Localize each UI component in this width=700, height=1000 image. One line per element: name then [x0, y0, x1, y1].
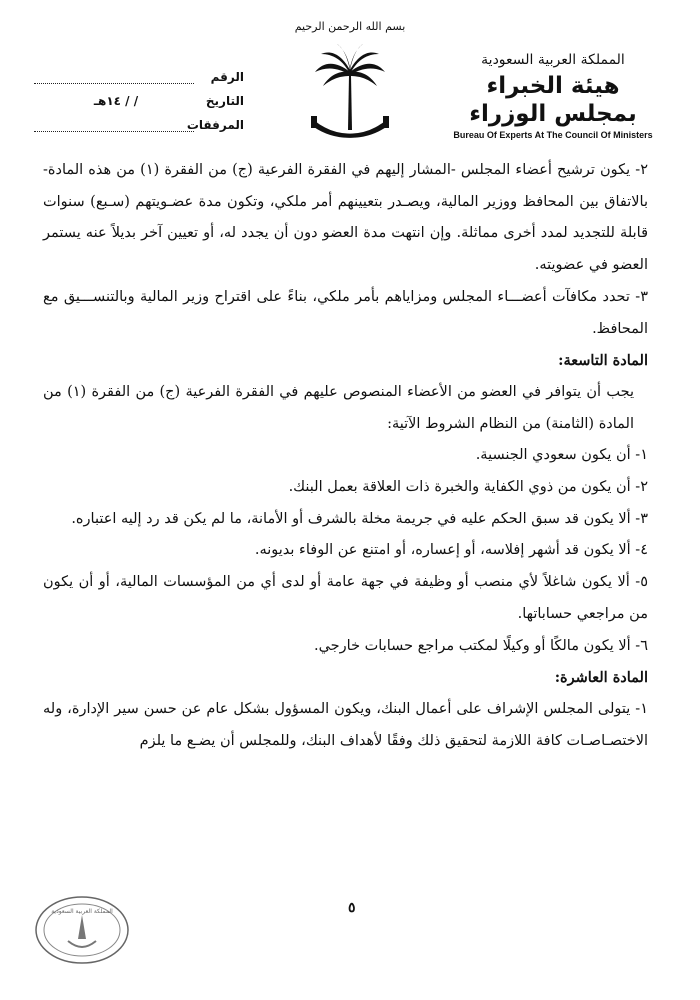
paragraph-member-compensation: ٣- تحدد مكافآت أعضـــاء المجلس ومزاياهم بأمر ملكي، بناءً على اقتراح وزير المالية وبالتنســـيق مع المحافظ.: [43, 288, 648, 337]
date-label: التاريخ: [205, 94, 244, 108]
bureau-name-arabic: هيئة الخبراء بمجلس الوزراء: [469, 73, 637, 127]
document-body: [43, 155, 648, 757]
number-label: الرقم: [210, 70, 244, 84]
document-reference-block: [34, 60, 244, 132]
article-ten-paragraph: ١- يتولى المجلس الإشراف على أعمال البنك، ويكون المسؤول بشكل عام عن حسن سير الإدارة، وله الاختصـاصـات كافة اللازمة لتحقيق ذلك وفقًا لأهداف البنك، وللمجلس أن يضـع ما يلزم: [43, 700, 648, 749]
article-ten-heading: المادة العاشرة:: [554, 669, 648, 687]
letterhead-issuer: [448, 52, 658, 140]
date-row: [34, 84, 244, 108]
attachments-row: [34, 108, 244, 132]
basmala: بسم الله الرحمن الرحيم: [294, 20, 406, 33]
page-number: ٥: [348, 900, 356, 916]
condition-item: ٢- أن يكون من ذوي الكفاية والخبرة ذات العلاقة بعمل البنك.: [288, 479, 648, 496]
condition-item: ١- أن يكون سعودي الجنسية.: [475, 447, 648, 464]
number-row: [34, 60, 244, 84]
attachments-label: المرفقات: [186, 118, 244, 132]
date-value: / / ١٤هـ: [93, 94, 139, 108]
kingdom-name: المملكة العربية السعودية: [481, 52, 625, 68]
article-nine-intro: يجب أن يتوافر في العضو من الأعضاء المنصوص عليهم في الفقرة الفرعية (ج) من الفقرة (١) من المادة (الثامنة) من النظام الشروط الآتية:: [43, 383, 634, 432]
palm-swords-emblem-icon: [305, 20, 395, 145]
number-blank-line: [34, 73, 194, 84]
condition-item: ٦- ألا يكون مالكًا أو وكيلًا لمكتب مراجع حسابات خارجي.: [313, 637, 648, 654]
condition-item: ٤- ألا يكون قد أشهر إفلاسه، أو إعساره، أو امتنع عن الوفاء بديونه.: [254, 542, 648, 559]
bureau-name-english: Bureau Of Experts At The Council Of Ministers: [453, 130, 653, 140]
condition-item: ٣- ألا يكون قد سبق الحكم عليه في جريمة مخلة بالشرف أو الأمانة، ما لم يكن قد رد إليه اعتباره.: [71, 510, 648, 527]
paragraph-member-nomination: ٢- يكون ترشيح أعضاء المجلس -المشار إليهم في الفقرة الفرعية (ج) من الفقرة (١) من هذه المادة- بالاتفاق بين المحافظ ووزير المالية، ويصـدر بتعيينهم أمر ملكي، وتكون مدة عضـويتهم (سـبع) سنوات قابلة للتجديد لمدد أخرى مماثلة. وإن انتهت مدة العضو دون أن يجدد له، أو تعيين آخر بديلاً عنه يستمر العضو في عضويته.: [43, 162, 648, 274]
seal-text: المملكة العربية السعودية: [51, 908, 113, 915]
attachments-blank-line: [34, 121, 194, 132]
official-seal-stamp: [32, 893, 132, 968]
condition-item: ٥- ألا يكون شاغلاً لأي منصب أو وظيفة في جهة عامة أو لدى أي من المؤسسات المالية، أو أن يكون من مراجعي حساباتها.: [43, 574, 648, 622]
article-nine-heading: المادة التاسعة:: [558, 352, 648, 370]
